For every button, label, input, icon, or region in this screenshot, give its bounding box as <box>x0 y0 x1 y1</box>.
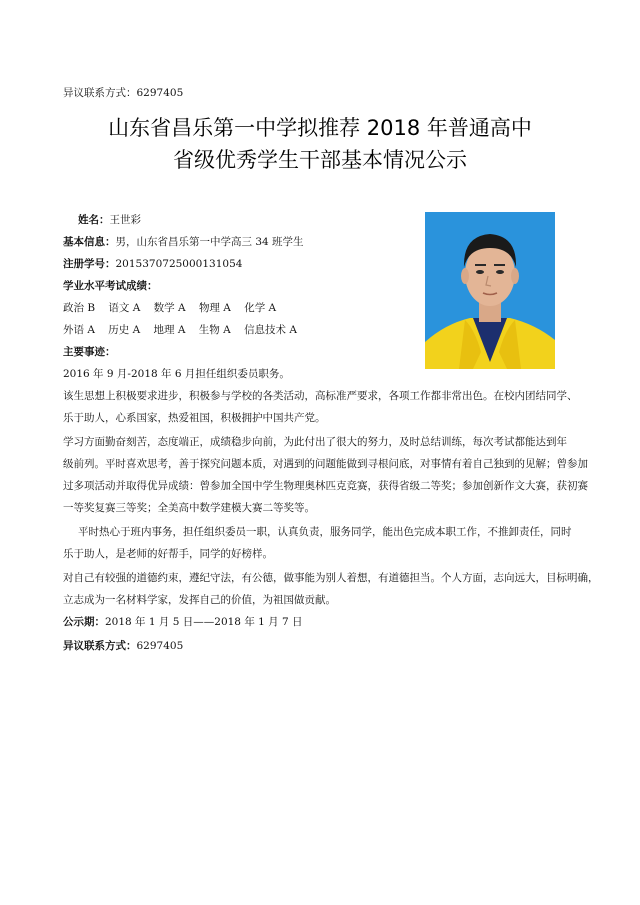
basic-info-value: 男，山东省昌乐第一中学高三 34 班学生 <box>115 236 304 248</box>
scores-row-1 <box>63 300 276 315</box>
footer-contact-row <box>63 638 183 653</box>
paragraph-line: 立志成为一名材料学家，发挥自己的价值，为祖国做贡献。 <box>63 594 336 606</box>
basic-info-label: 基本信息： <box>63 236 116 248</box>
period-value: 2018 年 1 月 5 日——2018 年 1 月 7 日 <box>105 616 303 628</box>
document-title-line1: 山东省昌乐第一中学拟推荐 2018 年普通高中 <box>108 116 532 140</box>
score-item: 语文 A <box>108 302 141 314</box>
paragraph-line: 平时热心于班内事务，担任组织委员一职，认真负责，服务同学，能出色完成本职工作，不推卸责任，同时 <box>78 526 572 538</box>
reg-label: 注册学号： <box>63 258 116 270</box>
header-contact-label: 异议联系方式： <box>63 87 137 99</box>
score-item: 外语 A <box>63 324 95 336</box>
paragraph-line: 过多项活动并取得优异成绩：曾参加全国中学生物理奥林匹克竞赛，获得省级二等奖；参加创新作文大赛，获初赛 <box>63 480 588 492</box>
header-contact-value: 6297405 <box>136 87 184 99</box>
basic-info-row <box>63 234 304 249</box>
deeds-label: 主要事迹： <box>63 346 116 358</box>
student-photo <box>425 212 555 369</box>
score-item: 信息技术 A <box>244 324 297 336</box>
scores-label: 学业水平考试成绩： <box>63 280 158 292</box>
score-item: 历史 A <box>108 324 141 336</box>
score-item: 生物 A <box>198 324 231 336</box>
name-row <box>78 212 141 227</box>
paragraph-line: 学习方面勤奋刻苦，态度端正，成绩稳步向前，为此付出了很大的努力，及时总结训练，每次考试都能达到年 <box>63 436 567 448</box>
score-item: 政治 B <box>63 302 96 314</box>
reg-value: 2015370725000131054 <box>115 258 243 270</box>
scores-row-2 <box>63 322 297 337</box>
score-item: 地理 A <box>153 324 186 336</box>
footer-contact-value: 6297405 <box>136 640 184 652</box>
period-label: 公示期： <box>63 616 105 628</box>
score-item: 化学 A <box>244 302 277 314</box>
name-label: 姓名： <box>78 214 110 226</box>
reg-row <box>63 256 242 271</box>
role-line: 2016 年 9 月-2018 年 6 月担任组织委员职务。 <box>63 368 290 380</box>
portrait-image <box>425 212 555 369</box>
paragraph-line: 乐于助人，是老师的好帮手，同学的好榜样。 <box>63 548 273 560</box>
header-contact <box>63 85 183 100</box>
paragraph-line: 该生思想上积极要求进步，积极参与学校的各类活动，高标准严要求，各项工作都非常出色。在校内团结同学、 <box>63 390 578 402</box>
document-title-line2: 省级优秀学生干部基本情况公示 <box>173 148 467 172</box>
student-name: 王世彩 <box>109 214 141 226</box>
paragraph-line: 一等奖复赛三等奖；全美高中数学建模大赛二等奖等。 <box>63 502 315 514</box>
score-item: 数学 A <box>153 302 186 314</box>
paragraph-line: 乐于助人，心系国家，热爱祖国，积极拥护中国共产党。 <box>63 412 326 424</box>
period-row <box>63 614 303 629</box>
paragraph-line: 级前列。平时喜欢思考，善于探究问题本质，对遇到的问题能做到寻根问底，对事情有着自己独到的见解；曾参加 <box>63 458 588 470</box>
score-item: 物理 A <box>198 302 231 314</box>
paragraph-line: 对自己有较强的道德约束，遵纪守法，有公德，做事能为别人着想，有道德担当。个人方面，志向远大，目标明确， <box>63 572 599 584</box>
footer-contact-label: 异议联系方式： <box>63 640 137 652</box>
